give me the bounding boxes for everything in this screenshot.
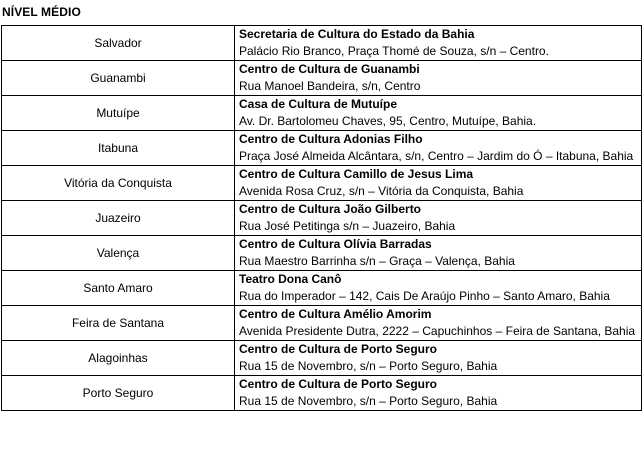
venue-name: Casa de Cultura de Mutuípe [239,97,398,111]
venue-address: Rua Maestro Barrinha s/n – Graça – Valença, Bahia [239,254,515,268]
table-row [2,26,642,61]
venue-name: Centro de Cultura Adonias Filho [239,132,423,146]
venue-cell [235,166,642,201]
table-row [2,96,642,131]
venue-name: Centro de Cultura Olívia Barradas [239,237,432,251]
venue-address: Praça José Almeida Alcântara, s/n, Centro – Jardim do Ó – Itabuna, Bahia [239,149,634,163]
city-cell: Itabuna [2,131,235,166]
venue-cell [235,341,642,376]
venue-address: Avenida Presidente Dutra, 2222 – Capuchinhos – Feira de Santana, Bahia [239,324,636,338]
table-row [2,376,642,411]
city-cell: Porto Seguro [2,376,235,411]
venue-cell [235,131,642,166]
venue-name: Centro de Cultura Amélio Amorim [239,307,432,321]
venue-cell [235,26,642,61]
venue-name: Centro de Cultura de Porto Seguro [239,377,438,391]
venue-name: Secretaria de Cultura do Estado da Bahia [239,27,475,41]
table-row [2,341,642,376]
city-cell: Alagoinhas [2,341,235,376]
table-row [2,166,642,201]
city-cell: Santo Amaro [2,271,235,306]
venue-address: Rua 15 de Novembro, s/n – Porto Seguro, Bahia [239,359,498,373]
venue-cell [235,96,642,131]
venue-name: Centro de Cultura de Porto Seguro [239,342,438,356]
venue-name: Teatro Dona Canô [239,272,342,286]
venue-name: Centro de Cultura de Guanambi [239,62,420,76]
venue-address: Rua Manoel Bandeira, s/n, Centro [239,79,421,93]
venue-cell [235,306,642,341]
venue-name: Centro de Cultura João Gilberto [239,202,422,216]
venue-cell [235,271,642,306]
venue-cell [235,376,642,411]
culture-centers-table [1,25,642,411]
city-cell: Salvador [2,26,235,61]
city-cell: Valença [2,236,235,271]
venue-address: Rua 15 de Novembro, s/n – Porto Seguro, Bahia [239,394,498,408]
table-row [2,61,642,96]
venue-address: Rua José Petitinga s/n – Juazeiro, Bahia [239,219,456,233]
venue-cell [235,61,642,96]
city-cell: Vitória da Conquista [2,166,235,201]
venue-cell [235,201,642,236]
venue-name: Centro de Cultura Camillo de Jesus Lima [239,167,474,181]
venue-address: Avenida Rosa Cruz, s/n – Vitória da Conquista, Bahia [239,184,524,198]
city-cell: Feira de Santana [2,306,235,341]
venue-cell [235,236,642,271]
city-cell: Juazeiro [2,201,235,236]
table-row [2,131,642,166]
table-row [2,201,642,236]
venue-address: Palácio Rio Branco, Praça Thomé de Souza, s/n – Centro. [239,44,549,58]
city-cell: Guanambi [2,61,235,96]
section-heading: NÍVEL MÉDIO [2,5,81,19]
city-cell: Mutuípe [2,96,235,131]
venue-address: Av. Dr. Bartolomeu Chaves, 95, Centro, Mutuípe, Bahia. [239,114,537,128]
table-row [2,306,642,341]
table-row [2,271,642,306]
venue-address: Rua do Imperador – 142, Cais De Araújo Pinho – Santo Amaro, Bahia [239,289,610,303]
table-row [2,236,642,271]
